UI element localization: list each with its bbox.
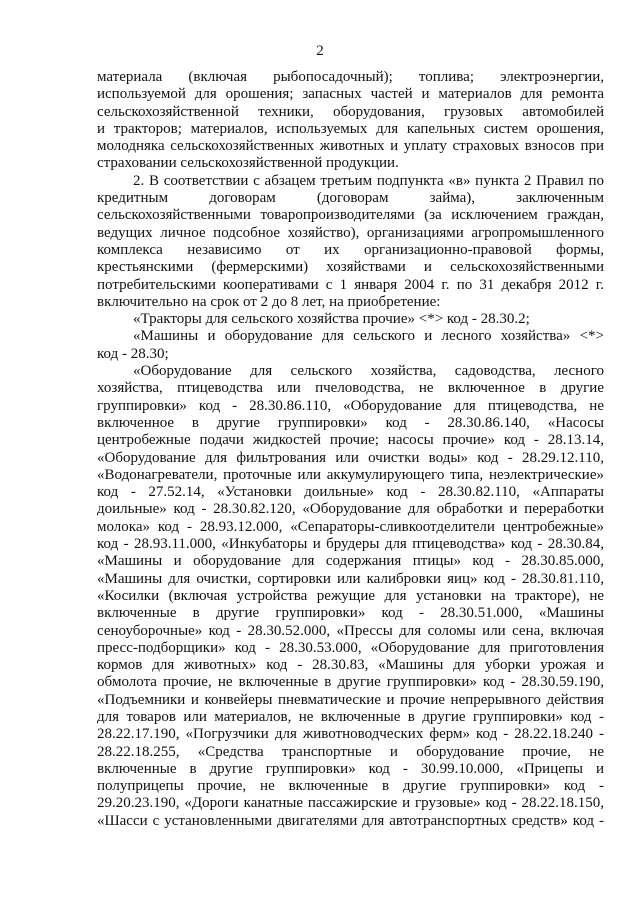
text-line: код - 27.52.14, «Установки доильные» код - 28.30.82.110, «Аппараты: [97, 484, 604, 501]
text-line: «Машины и оборудование для сельского и лесного хозяйства» <*>: [133, 328, 604, 345]
text-line: 29.20.23.190, «Дороги канатные пассажирские и грузовые» код - 28.22.18.150,: [97, 795, 604, 812]
text-line: крестьянскими (фермерскими) хозяйствами и сельскохозяйственными: [97, 259, 604, 276]
text-line: «Тракторы для сельского хозяйства прочие» <*> код - 28.30.2;: [133, 311, 530, 328]
text-line: сельскохозяйственной техники, оборудования, грузовых автомобилей: [97, 103, 604, 120]
text-line: молодняка сельскохозяйственных животных и уплату страховых взносов при: [97, 138, 604, 155]
text-line: «Машины для очистки, сортировки или калибровки яиц» код - 28.30.81.110,: [97, 570, 604, 587]
text-line: код - 28.30;: [97, 345, 169, 362]
text-line: «Косилки (включая устройства режущие для установки на тракторе), не: [97, 587, 604, 604]
text-line: 2. В соответствии с абзацем третьим подпункта «в» пункта 2 Правил по: [133, 172, 604, 189]
text-line: группировки» код - 28.30.86.110, «Оборудование для птицеводства, не: [97, 397, 604, 414]
text-line: потребительскими кооперативами с 1 января 2004 г. по 31 декабря 2012 г.: [97, 276, 604, 293]
text-line: используемой для орошения; запасных частей и материалов для ремонта: [97, 86, 604, 103]
text-line: ведущих личное подсобное хозяйство), организациями агропромышленного: [97, 224, 604, 241]
text-line: страховании сельскохозяйственной продукции.: [97, 155, 399, 172]
text-line: полуприцепы прочие, не включенные в другие группировки» код -: [97, 778, 604, 795]
text-line: включенные в другие группировки» код - 28.30.51.000, «Машины: [97, 605, 604, 622]
text-line: включительно на срок от 2 до 8 лет, на приобретение:: [97, 293, 441, 310]
text-line: доильные» код - 28.30.82.120, «Оборудование для обработки и переработки: [97, 501, 604, 518]
text-line: «Водонагреватели, проточные или аккумулирующего типа, неэлектрические»: [97, 466, 604, 483]
text-line: кредитным договорам (договорам займа), заключенным: [97, 190, 604, 207]
text-line: хозяйства, птицеводства или пчеловодства, не включенное в другие: [97, 380, 604, 397]
text-line: комплекса независимо от их организационно-правовой формы,: [97, 241, 604, 258]
text-line: для товаров или материалов, не включенные в другие группировки» код -: [97, 708, 604, 725]
text-line: 28.22.18.255, «Средства транспортные и оборудование прочие, не: [97, 743, 604, 760]
text-line: кормов для животных» код - 28.30.83, «Машины для уборки урожая и: [97, 657, 604, 674]
text-line: 28.22.17.190, «Погрузчики для животноводческих ферм» код - 28.22.18.240 -: [97, 726, 604, 743]
text-line: «Оборудование для сельского хозяйства, садоводства, лесного: [133, 363, 604, 380]
text-line: включенное в другие группировки» код - 28.30.86.140, «Насосы: [97, 414, 604, 431]
text-line: «Шасси с установленными двигателями для автотранспортных средств» код -: [97, 812, 604, 829]
text-line: материала (включая рыбопосадочный); топлива; электроэнергии,: [97, 69, 604, 85]
text-line: центробежные подачи жидкостей прочие; насосы прочие» код - 28.13.14,: [97, 432, 604, 449]
text-line: сельскохозяйственными товаропроизводителями (за исключением граждан,: [97, 207, 604, 224]
text-line: «Оборудование для фильтрования или очистки воды» код - 28.29.12.110,: [97, 449, 604, 466]
text-line: «Машины и оборудование для содержания птицы» код - 28.30.85.000,: [97, 553, 604, 570]
text-line: код - 28.93.11.000, «Инкубаторы и брудеры для птицеводства» код - 28.30.84,: [97, 536, 604, 553]
document-body: [97, 69, 604, 830]
text-line: «Подъемники и конвейеры пневматические и прочие непрерывного действия: [97, 691, 604, 708]
text-line: включенные в другие группировки» код - 30.99.10.000, «Прицепы и: [97, 760, 604, 777]
text-line: и тракторов; материалов, используемых для капельных систем орошения,: [97, 120, 604, 137]
page-number: 2: [316, 43, 324, 59]
text-line: молока» код - 28.93.12.000, «Сепараторы-сливкоотделители центробежные»: [97, 518, 604, 535]
text-line: сеноуборочные» код - 28.30.52.000, «Прессы для соломы или сена, включая: [97, 622, 604, 639]
text-line: пресс-подборщики» код - 28.30.53.000, «Оборудование для приготовления: [97, 639, 604, 656]
text-line: обмолота прочие, не включенные в другие группировки» код - 28.30.59.190,: [97, 674, 604, 691]
